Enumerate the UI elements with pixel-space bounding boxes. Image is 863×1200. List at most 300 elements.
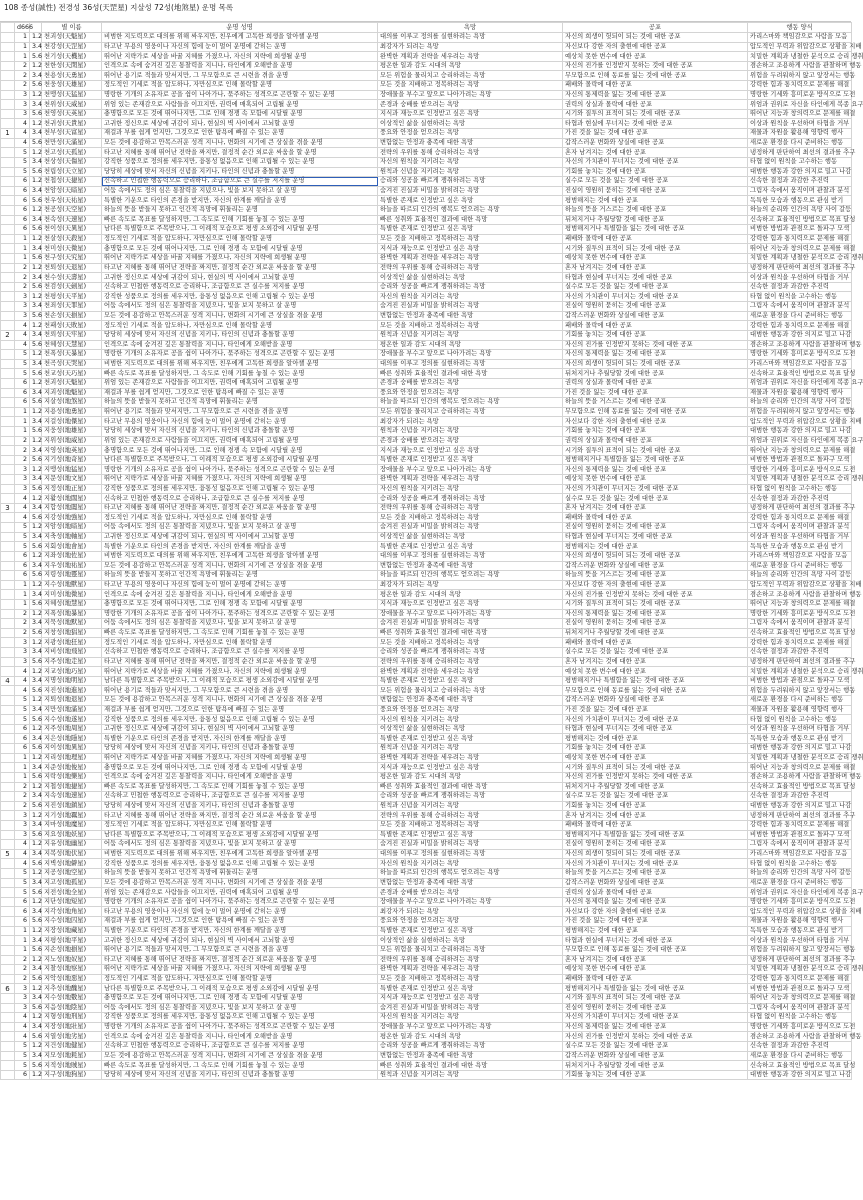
behavior-cell[interactable]: 신속하고 효율적인 방법으로 목표 달성 [748,1061,852,1071]
behavior-cell[interactable]: 위엄과 권위로 자신을 타인에게 복종 요구 [748,436,852,446]
level-cell[interactable]: 1 [15,945,30,955]
group-cell[interactable] [1,542,15,552]
fate-cell[interactable]: 비범한 지도력으로 대의를 위해 싸우지만, 친우에게 고독한 희생을 알아챌 운명 [102,33,378,43]
behavior-cell[interactable]: 하늘의 순리와 인간의 욕망 사이 갈등 [748,571,852,581]
fate-cell[interactable]: 모든 것에 용감하고 안목스러운 성격 지니나, 변화의 시기에 큰 상실을 겪을 운명 [102,311,378,321]
value-cell[interactable]: 1.2 [30,1013,42,1023]
level-cell[interactable]: 2 [15,273,30,283]
fate-cell[interactable]: 특별한 기운으로 타인의 존경을 받지만, 자신의 한계를 깨달을 운명 [102,196,378,206]
behavior-cell[interactable]: 이상과 원칙을 우선하며 타협을 거부 [748,724,852,734]
group-cell[interactable] [1,1070,15,1080]
value-cell[interactable]: 5.6 [30,484,42,494]
fate-cell[interactable]: 어둠 속에서도 정의 심은 통찰력을 지녔으나, 빛을 보지 못하고 살 운명 [102,619,378,629]
behavior-cell[interactable]: 강력한 힘과 통치력으로 문제를 해결 [748,638,852,648]
level-cell[interactable]: 2 [15,955,30,965]
value-cell[interactable]: 1.2 [30,523,42,533]
group-cell[interactable] [1,715,15,725]
desire-cell[interactable]: 평온한 일과 감도 시대의 욕망 [378,1032,563,1042]
star-name-cell[interactable]: 천혜성(天慧星) [42,340,102,350]
desire-cell[interactable]: 빠른 성취와 효율적인 결과에 대한 욕망 [378,628,563,638]
fate-cell[interactable]: 빠른 속도로 목표를 달성하지만, 그 속도로 인해 기회를 놓칠 수 있는 운명 [102,782,378,792]
desire-cell[interactable]: 변함없는 안정과 충족에 대한 욕망 [378,878,563,888]
level-cell[interactable]: 5 [15,350,30,360]
desire-cell[interactable]: 모든 위험을 물리치고 승리하려는 욕망 [378,945,563,955]
level-cell[interactable]: 6 [15,571,30,581]
behavior-cell[interactable]: 신속한 결정과 과감한 추진력 [748,1041,852,1051]
group-cell[interactable] [1,52,15,62]
value-cell[interactable]: 5.6 [30,859,42,869]
desire-cell[interactable]: 하늘을 따르되 인간의 행복도 얻으려는 욕망 [378,205,563,215]
fate-cell[interactable]: 고귀한 정신으로 세상에 귀감이 되나, 현실의 벽 사이에서 고뇌할 운명 [102,936,378,946]
level-cell[interactable]: 1 [15,763,30,773]
group-cell[interactable] [1,263,15,273]
star-name-cell[interactable]: 지모성(地耗星) [42,1051,102,1061]
level-cell[interactable]: 1 [15,407,30,417]
level-cell[interactable]: 4 [15,330,30,340]
group-cell[interactable] [1,455,15,465]
fate-cell[interactable]: 정도적인 기세로 적을 압도하나, 자만심으로 인해 몰락할 운명 [102,820,378,830]
fate-cell[interactable]: 위엄 있는 존재감으로 사람들을 이끄지만, 권력에 매혹되어 고립될 운명 [102,888,378,898]
desire-cell[interactable]: 지식과 재능으로 인정받고 싶은 욕망 [378,244,563,254]
behavior-cell[interactable]: 타협 없이 원칙을 고수하는 행동 [748,859,852,869]
group-cell[interactable] [1,936,15,946]
value-cell[interactable]: 5.6 [30,81,42,91]
fate-cell[interactable]: 인격으로 속에 숨겨진 깊은 통찰력을 지니나, 타인에게 오해받을 운명 [102,1032,378,1042]
level-cell[interactable]: 3 [15,657,30,667]
desire-cell[interactable]: 완벽한 계획과 전략을 세우려는 욕망 [378,965,563,975]
value-cell[interactable]: 1.2 [30,119,42,129]
fear-cell[interactable]: 기회를 놓치는 것에 대한 공포 [563,801,748,811]
desire-cell[interactable]: 완벽한 계획과 전략을 세우려는 욕망 [378,52,563,62]
fear-cell[interactable]: 평범해지거나 특별함을 잃는 것에 대한 공포 [563,676,748,686]
value-cell[interactable]: 1.2 [30,465,42,475]
level-cell[interactable]: 6 [15,177,30,187]
value-cell[interactable]: 3.4 [30,907,42,917]
group-cell[interactable] [1,42,15,52]
desire-cell[interactable]: 승리와 성공을 빠르게 쟁취하려는 욕망 [378,177,563,187]
group-cell[interactable] [1,993,15,1003]
value-cell[interactable]: 1.2 [30,350,42,360]
level-cell[interactable]: 1 [15,234,30,244]
group-cell[interactable] [1,648,15,658]
fate-cell[interactable]: 빠른 속도로 목표를 달성하지만, 그 속도로 인해 기회를 놓칠 수 있는 운명 [102,1061,378,1071]
star-name-cell[interactable]: 지공성(地空星) [42,869,102,879]
desire-cell[interactable]: 숨겨진 진실과 비밀을 밝히려는 욕망 [378,1003,563,1013]
desire-cell[interactable]: 최강자가 되려는 욕망 [378,42,563,52]
level-cell[interactable]: 3 [15,820,30,830]
value-cell[interactable]: 3.4 [30,417,42,427]
value-cell[interactable]: 1.2 [30,667,42,677]
star-name-cell[interactable]: 천이성(天異星) [42,225,102,235]
fate-cell[interactable]: 어둠 속에서도 정의 심은 통찰력을 지녔으나, 빛을 보지 못하고 살 운명 [102,840,378,850]
desire-cell[interactable]: 특별한 존재로 인정받고 싶은 욕망 [378,225,563,235]
behavior-cell[interactable]: 신속하고 효율적인 방법으로 목표 달성 [748,215,852,225]
star-name-cell[interactable]: 지미성(地微星) [42,590,102,600]
level-cell[interactable]: 2 [15,81,30,91]
star-name-cell[interactable]: 천퇴성(天退星) [42,263,102,273]
star-name-cell[interactable]: 지묵성(地默星) [42,619,102,629]
fear-cell[interactable]: 뒤처지거나 추월당할 것에 대한 공포 [563,628,748,638]
behavior-cell[interactable]: 명랑한 기세와 흥미로운 방식으로 도전 [748,897,852,907]
value-cell[interactable]: 5.6 [30,513,42,523]
group-cell[interactable] [1,609,15,619]
desire-cell[interactable]: 평온한 일과 감도 시대의 욕망 [378,772,563,782]
fear-cell[interactable]: 뒤처지거나 추월당할 것에 대한 공포 [563,215,748,225]
group-cell[interactable] [1,955,15,965]
level-cell[interactable]: 6 [15,378,30,388]
fate-cell[interactable]: 재걸과 부를 쉽게 얻지만, 그것으로 인한 탐욕에 빠질 수 있는 운명 [102,705,378,715]
star-name-cell[interactable]: 천검성(天劍星) [42,282,102,292]
star-name-cell[interactable]: 천교성(天巧星) [42,369,102,379]
value-cell[interactable]: 1.2 [30,494,42,504]
behavior-cell[interactable]: 위험을 두려워하지 않고 앞장서는 행동 [748,407,852,417]
star-name-cell[interactable]: 천패성(天敗星) [42,321,102,331]
group-cell[interactable] [1,33,15,43]
fear-cell[interactable]: 자신의 통제력을 잃는 것에 대한 공포 [563,90,748,100]
star-name-cell[interactable]: 지수성(地囚星) [42,917,102,927]
fear-cell[interactable]: 자신의 진가를 인정받지 못하는 것에 대한 공포 [563,590,748,600]
value-cell[interactable]: 5.6 [30,167,42,177]
star-name-cell[interactable]: 천속성(天速星) [42,215,102,225]
group-cell[interactable] [1,1051,15,1061]
fear-cell[interactable]: 자신의 희생이 헛되이 되는 것에 대한 공포 [563,359,748,369]
star-name-cell[interactable]: 지정성(地正星) [42,484,102,494]
desire-cell[interactable]: 완벽한 계획과 전략을 세우려는 욕망 [378,475,563,485]
value-cell[interactable]: 1.2 [30,926,42,936]
fate-cell[interactable]: 정도적인 기세로 적을 압도하나, 자만심으로 인해 몰락할 운명 [102,974,378,984]
group-cell[interactable] [1,667,15,677]
group-cell[interactable] [1,119,15,129]
level-cell[interactable]: 5 [15,1041,30,1051]
group-cell[interactable] [1,378,15,388]
value-cell[interactable]: 3.4 [30,676,42,686]
star-name-cell[interactable]: 지우성(地祐星) [42,561,102,571]
group-cell[interactable] [1,811,15,821]
behavior-cell[interactable]: 재물과 자원을 활용해 영향력 행사 [748,388,852,398]
desire-cell[interactable]: 특별한 존재로 인정받고 싶은 욕망 [378,984,563,994]
level-cell[interactable]: 6 [15,215,30,225]
fear-cell[interactable]: 패배와 몰락에 대한 공포 [563,974,748,984]
desire-cell[interactable]: 지식과 재능으로 인정받고 싶은 욕망 [378,763,563,773]
level-cell[interactable]: 3 [15,302,30,312]
desire-cell[interactable]: 이상적인 삶을 실현하려는 욕망 [378,532,563,542]
value-cell[interactable]: 5.6 [30,571,42,581]
fear-cell[interactable]: 예상치 못한 변수에 대한 공포 [563,965,748,975]
group-cell[interactable] [1,196,15,206]
fate-cell[interactable]: 충명함으로 모든 것에 뛰어나지만, 그로 인해 경쟁 속 모함에 시달릴 운명 [102,446,378,456]
fate-cell[interactable]: 정도적인 기세로 적을 압도하나, 자만심으로 인해 몰락할 운명 [102,234,378,244]
fear-cell[interactable]: 패배와 몰락에 대한 공포 [563,234,748,244]
fear-cell[interactable]: 갑작스러운 변화와 상실에 대한 공포 [563,561,748,571]
star-name-cell[interactable]: 천괴성(天魁星) [42,33,102,43]
fear-cell[interactable]: 실수로 모든 것을 잃는 것에 대한 공포 [563,282,748,292]
behavior-cell[interactable]: 위엄과 권위로 자신을 타인에게 복종 요구 [748,100,852,110]
behavior-cell[interactable]: 카리스마와 책임감으로 사람을 모음 [748,551,852,561]
star-name-cell[interactable]: 천만성(天滿星) [42,138,102,148]
fear-cell[interactable]: 기회를 놓치는 것에 대한 공포 [563,744,748,754]
behavior-cell[interactable]: 하늘의 순리와 인간의 욕망 사이 갈등 [748,869,852,879]
group-cell[interactable] [1,90,15,100]
desire-cell[interactable]: 자신의 원칙을 지키려는 욕망 [378,859,563,869]
group-cell[interactable] [1,71,15,81]
value-cell[interactable]: 3.4 [30,878,42,888]
group-cell[interactable] [1,830,15,840]
desire-cell[interactable]: 특별한 존재로 인정받고 싶은 욕망 [378,734,563,744]
group-cell[interactable] [1,177,15,187]
level-cell[interactable]: 1 [15,254,30,264]
value-cell[interactable]: 3.4 [30,705,42,715]
fate-cell[interactable]: 당당히 세상에 맞서 자신의 신념을 지키나, 타인의 신념과 충돌할 운명 [102,801,378,811]
fear-cell[interactable]: 평범해지거나 특별함을 잃는 것에 대한 공포 [563,455,748,465]
fear-cell[interactable]: 평범해지는 것에 대한 공포 [563,734,748,744]
fate-cell[interactable]: 정도적인 기세로 적을 압도하나, 자만심으로 인해 몰락할 운명 [102,321,378,331]
level-cell[interactable]: 3 [15,465,30,475]
fate-cell[interactable]: 특별한 기운으로 타인의 존경을 받지만, 자신의 한계를 깨달을 운명 [102,542,378,552]
desire-cell[interactable]: 대의를 이루고 정의를 실현하려는 욕망 [378,33,563,43]
behavior-cell[interactable]: 위험을 두려워하지 않고 앞장서는 행동 [748,686,852,696]
desire-cell[interactable]: 대의를 이루고 정의를 실현하려는 욕망 [378,849,563,859]
group-cell[interactable] [1,974,15,984]
group-cell[interactable]: 6 [1,984,15,994]
level-cell[interactable]: 5 [15,369,30,379]
fear-cell[interactable]: 뒤처지거나 추월당할 것에 대한 공포 [563,782,748,792]
fear-cell[interactable]: 자신의 희생이 헛되이 되는 것에 대한 공포 [563,33,748,43]
behavior-cell[interactable]: 압도적인 무력과 위압감으로 상황을 지배 [748,580,852,590]
fate-cell[interactable]: 신속하고 민첩한 행동력으로 승리하나, 조급함으로 큰 실수를 저지를 운명 [102,792,378,802]
value-cell[interactable]: 1.2 [30,984,42,994]
group-cell[interactable] [1,753,15,763]
star-name-cell[interactable]: 지축성(地軸星) [42,532,102,542]
header-group[interactable] [1,23,15,33]
group-cell[interactable] [1,254,15,264]
behavior-cell[interactable]: 새로운 환경을 다시 준비하는 행동 [748,696,852,706]
level-cell[interactable]: 5 [15,532,30,542]
group-cell[interactable] [1,1032,15,1042]
value-cell[interactable]: 1.2 [30,1041,42,1051]
level-cell[interactable]: 2 [15,974,30,984]
value-cell[interactable]: 3.4 [30,648,42,658]
value-cell[interactable]: 3.4 [30,475,42,485]
desire-cell[interactable]: 특별한 존재로 인정받고 싶은 욕망 [378,196,563,206]
fear-cell[interactable]: 기회를 놓치는 것에 대한 공포 [563,1070,748,1080]
level-cell[interactable]: 6 [15,398,30,408]
fate-cell[interactable]: 모든 것에 용감하고 안목스러운 성격 지니나, 변화의 시기에 큰 상실을 겪을 운명 [102,696,378,706]
level-cell[interactable]: 2 [15,61,30,71]
level-cell[interactable]: 3 [15,993,30,1003]
fear-cell[interactable]: 평범해지거나 특별함을 잃는 것에 대한 공포 [563,225,748,235]
group-cell[interactable]: 1 [1,129,15,139]
group-cell[interactable] [1,1041,15,1051]
group-cell[interactable] [1,551,15,561]
behavior-cell[interactable]: 겸손하고 조용하게 사람을 관찰하며 행동 [748,590,852,600]
desire-cell[interactable]: 원칙과 신념을 지키려는 욕망 [378,744,563,754]
group-cell[interactable] [1,532,15,542]
desire-cell[interactable]: 하늘을 따르되 인간의 행복도 얻으려는 욕망 [378,869,563,879]
value-cell[interactable]: 3.4 [30,965,42,975]
group-cell[interactable] [1,619,15,629]
group-cell[interactable] [1,138,15,148]
value-cell[interactable]: 5.6 [30,772,42,782]
group-cell[interactable] [1,100,15,110]
group-cell[interactable] [1,109,15,119]
level-cell[interactable]: 1 [15,426,30,436]
level-cell[interactable]: 6 [15,734,30,744]
star-name-cell[interactable]: 천강성(天罡星) [42,42,102,52]
behavior-cell[interactable]: 그림자 속에서 움직이며 관찰과 분석 [748,840,852,850]
desire-cell[interactable]: 전략의 우위를 통해 승리하려는 욕망 [378,811,563,821]
group-cell[interactable] [1,705,15,715]
fate-cell[interactable]: 남다른 특별함으로 주목받으나, 그 이례적 모습으로 평생 소외감에 시달릴 운명 [102,676,378,686]
fate-cell[interactable]: 타고난 지혜를 통해 뛰어난 전략을 짜지만, 결정적 순간 외로운 싸움을 할 운명 [102,955,378,965]
level-cell[interactable]: 2 [15,282,30,292]
group-cell[interactable] [1,878,15,888]
desire-cell[interactable]: 풍요와 안정을 얻으려는 욕망 [378,705,563,715]
group-cell[interactable] [1,523,15,533]
fate-cell[interactable]: 어둠 속에서도 정의 심은 통찰력을 지녔으나, 빛을 보지 못하고 살 운명 [102,186,378,196]
behavior-cell[interactable]: 신속한 결정과 과감한 추진력 [748,282,852,292]
star-name-cell[interactable]: 천기성(天機星) [42,52,102,62]
group-cell[interactable] [1,580,15,590]
fear-cell[interactable]: 뒤처지거나 추월당할 것에 대한 공포 [563,1061,748,1071]
level-cell[interactable]: 1 [15,244,30,254]
fear-cell[interactable]: 혼자 남겨지는 것에 대한 공포 [563,148,748,158]
group-cell[interactable] [1,782,15,792]
behavior-cell[interactable]: 위험을 두려워하지 않고 앞장서는 행동 [748,71,852,81]
desire-cell[interactable]: 완벽한 계획과 전략을 세우려는 욕망 [378,753,563,763]
group-cell[interactable] [1,494,15,504]
value-cell[interactable]: 1.2 [30,638,42,648]
star-name-cell[interactable]: 지살성(地煞星) [42,398,102,408]
fate-cell[interactable]: 모든 것에 용감하고 안목스러운 성격 지니나, 변화의 시기에 큰 상실을 겪을 운명 [102,138,378,148]
behavior-cell[interactable]: 겸손하고 조용하게 사람을 관찰하며 행동 [748,772,852,782]
desire-cell[interactable]: 자신의 원칙을 지키려는 욕망 [378,715,563,725]
desire-cell[interactable]: 자신의 원칙을 지키려는 욕망 [378,292,563,302]
star-name-cell[interactable]: 지수성(地數星) [42,993,102,1003]
fear-cell[interactable]: 실수로 모든 것을 잃는 것에 대한 공포 [563,494,748,504]
behavior-cell[interactable]: 명랑한 기세와 흥미로운 방식으로 도전 [748,350,852,360]
fate-cell[interactable]: 충명함으로 모든 것에 뛰어나지만, 그로 인해 경쟁 속 모함에 시달릴 운명 [102,993,378,1003]
fate-cell[interactable]: 뛰어난 지략가로 세상을 바꿀 지혜를 가졌으나, 자신의 지략에 희생될 운명 [102,52,378,62]
desire-cell[interactable]: 모든 위험을 물리치고 승리하려는 욕망 [378,686,563,696]
behavior-cell[interactable]: 위험을 두려워하지 않고 앞장서는 행동 [748,945,852,955]
group-cell[interactable] [1,763,15,773]
desire-cell[interactable]: 전략의 우위를 통해 승리하려는 욕망 [378,657,563,667]
level-cell[interactable]: 5 [15,1061,30,1071]
desire-cell[interactable]: 원칙과 신념을 지키려는 욕망 [378,330,563,340]
behavior-cell[interactable]: 겸손하고 조용하게 사람을 관찰하며 행동 [748,1032,852,1042]
desire-cell[interactable]: 변함없는 안정과 충족에 대한 욕망 [378,696,563,706]
star-name-cell[interactable]: 지열성(地劣星) [42,1032,102,1042]
fear-cell[interactable]: 예상치 못한 변수에 대한 공포 [563,475,748,485]
group-cell[interactable] [1,417,15,427]
behavior-cell[interactable]: 독특한 모습과 행동으로 관심 받기 [748,196,852,206]
desire-cell[interactable]: 장애물을 부수고 앞으로 나아가려는 욕망 [378,465,563,475]
desire-cell[interactable]: 모든 것을 지배하고 정복하려는 욕망 [378,321,563,331]
behavior-cell[interactable]: 대범한 행동과 강한 의지로 밀고 나감 [748,330,852,340]
behavior-cell[interactable]: 새로운 환경을 다시 준비하는 행동 [748,138,852,148]
star-name-cell[interactable]: 지노성(地奴星) [42,955,102,965]
group-cell[interactable] [1,350,15,360]
star-name-cell[interactable]: 천첩성(天捷星) [42,177,102,187]
value-cell[interactable]: 5.6 [30,599,42,609]
desire-cell[interactable]: 빠른 성취와 효율적인 결과에 대한 욕망 [378,1061,563,1071]
value-cell[interactable]: 3.4 [30,763,42,773]
level-cell[interactable]: 2 [15,455,30,465]
value-cell[interactable]: 3.4 [30,273,42,283]
star-name-cell[interactable]: 지은성(地隱星) [42,734,102,744]
behavior-cell[interactable]: 겸손하고 조용하게 사람을 관찰하며 행동 [748,340,852,350]
group-cell[interactable] [1,81,15,91]
behavior-cell[interactable]: 대범한 행동과 강한 의지로 밀고 나감 [748,167,852,177]
level-cell[interactable]: 6 [15,744,30,754]
behavior-cell[interactable]: 이상과 원칙을 우선하며 타협을 거부 [748,532,852,542]
star-name-cell[interactable]: 천뢰성(天牢星) [42,330,102,340]
desire-cell[interactable]: 모든 것을 지배하고 정복하려는 욕망 [378,234,563,244]
star-name-cell[interactable]: 지령성(地靈星) [42,571,102,581]
behavior-cell[interactable]: 하늘의 순리와 인간의 욕망 사이 갈등 [748,205,852,215]
star-name-cell[interactable]: 지건성(地健星) [42,1041,102,1051]
behavior-cell[interactable]: 이상과 원칙을 우선하며 타협을 거부 [748,936,852,946]
behavior-cell[interactable]: 명랑한 기세와 흥미로운 방식으로 도전 [748,609,852,619]
fate-cell[interactable]: 명랑한 기개의 소유자로 공을 쉽이 나아가나, 묶주하는 성격으로 곤란할 수 있는 운명 [102,897,378,907]
level-cell[interactable]: 4 [15,686,30,696]
value-cell[interactable]: 5.6 [30,109,42,119]
behavior-cell[interactable]: 독특한 모습과 행동으로 관심 받기 [748,926,852,936]
desire-cell[interactable]: 승리와 성공을 빠르게 쟁취하려는 욕망 [378,282,563,292]
group-cell[interactable] [1,292,15,302]
star-name-cell[interactable]: 천우성(天祐星) [42,196,102,206]
fate-cell[interactable]: 남다른 특별함으로 주목받으나, 그 이례적 모습으로 평생 소외감에 시달릴 운명 [102,830,378,840]
star-name-cell[interactable]: 지좌성(地佐星) [42,551,102,561]
level-cell[interactable]: 1 [15,33,30,43]
fate-cell[interactable]: 고귀한 정신으로 세상에 귀감이 되나, 현실의 벽 사이에서 고뇌할 운명 [102,532,378,542]
value-cell[interactable]: 3.4 [30,590,42,600]
level-cell[interactable]: 1 [15,926,30,936]
behavior-cell[interactable]: 타협 없이 원칙을 고수하는 행동 [748,1013,852,1023]
fate-cell[interactable]: 신속하고 민첩한 행동력으로 승리하나, 조급함으로 큰 실수를 저지를 운명 [102,648,378,658]
star-name-cell[interactable]: 지손성(地損星) [42,945,102,955]
group-cell[interactable] [1,792,15,802]
desire-cell[interactable]: 승리와 성공을 빠르게 쟁취하려는 욕망 [378,792,563,802]
fate-cell[interactable]: 타고난 지혜를 통해 뛰어난 전략을 짜지만, 결정적 순간 외로운 싸움을 할 운명 [102,811,378,821]
value-cell[interactable]: 1.2 [30,177,42,187]
star-name-cell[interactable]: 천괴성(天魁星) [42,378,102,388]
behavior-cell[interactable]: 냉정하게 판단하여 최선의 결과를 추구 [748,503,852,513]
group-cell[interactable] [1,388,15,398]
fate-cell[interactable]: 강직한 성품으로 정의를 세우지만, 융통성 없음으로 인해 고립될 수 있는 운명 [102,715,378,725]
group-cell[interactable] [1,772,15,782]
group-cell[interactable] [1,167,15,177]
star-name-cell[interactable]: 천암성(天暗星) [42,186,102,196]
value-cell[interactable]: 5.6 [30,917,42,927]
value-cell[interactable]: 1.2 [30,321,42,331]
desire-cell[interactable]: 지식과 재능으로 인정받고 싶은 욕망 [378,109,563,119]
star-name-cell[interactable]: 지진성(地鎮星) [42,801,102,811]
fate-cell[interactable]: 신속하고 민첩한 행동력으로 승리하나, 조급함으로 큰 실수를 저지를 운명 [102,177,378,187]
behavior-cell[interactable]: 새로운 환경을 다시 준비하는 행동 [748,561,852,571]
fate-cell[interactable]: 명랑한 기개의 소유자로 공을 쉽이 나아가나, 묶주하는 성격으로 곤란할 수 있는 운명 [102,465,378,475]
fear-cell[interactable]: 자신의 희생이 헛되이 되는 것에 대한 공포 [563,551,748,561]
star-name-cell[interactable]: 천웅성(天雄星) [42,81,102,91]
fate-cell[interactable]: 정도적인 기세로 적을 압도하나, 자만심으로 인해 몰락할 운명 [102,81,378,91]
level-cell[interactable]: 1 [15,753,30,763]
level-cell[interactable]: 5 [15,1051,30,1061]
star-name-cell[interactable]: 지주성(地走星) [42,657,102,667]
behavior-cell[interactable]: 새로운 환경을 다시 준비하는 행동 [748,1051,852,1061]
level-cell[interactable]: 5 [15,715,30,725]
value-cell[interactable]: 5.6 [30,744,42,754]
fate-cell[interactable]: 어둠 속에서도 정의 심은 통찰력을 지녔으나, 빛을 보지 못하고 살 운명 [102,302,378,312]
